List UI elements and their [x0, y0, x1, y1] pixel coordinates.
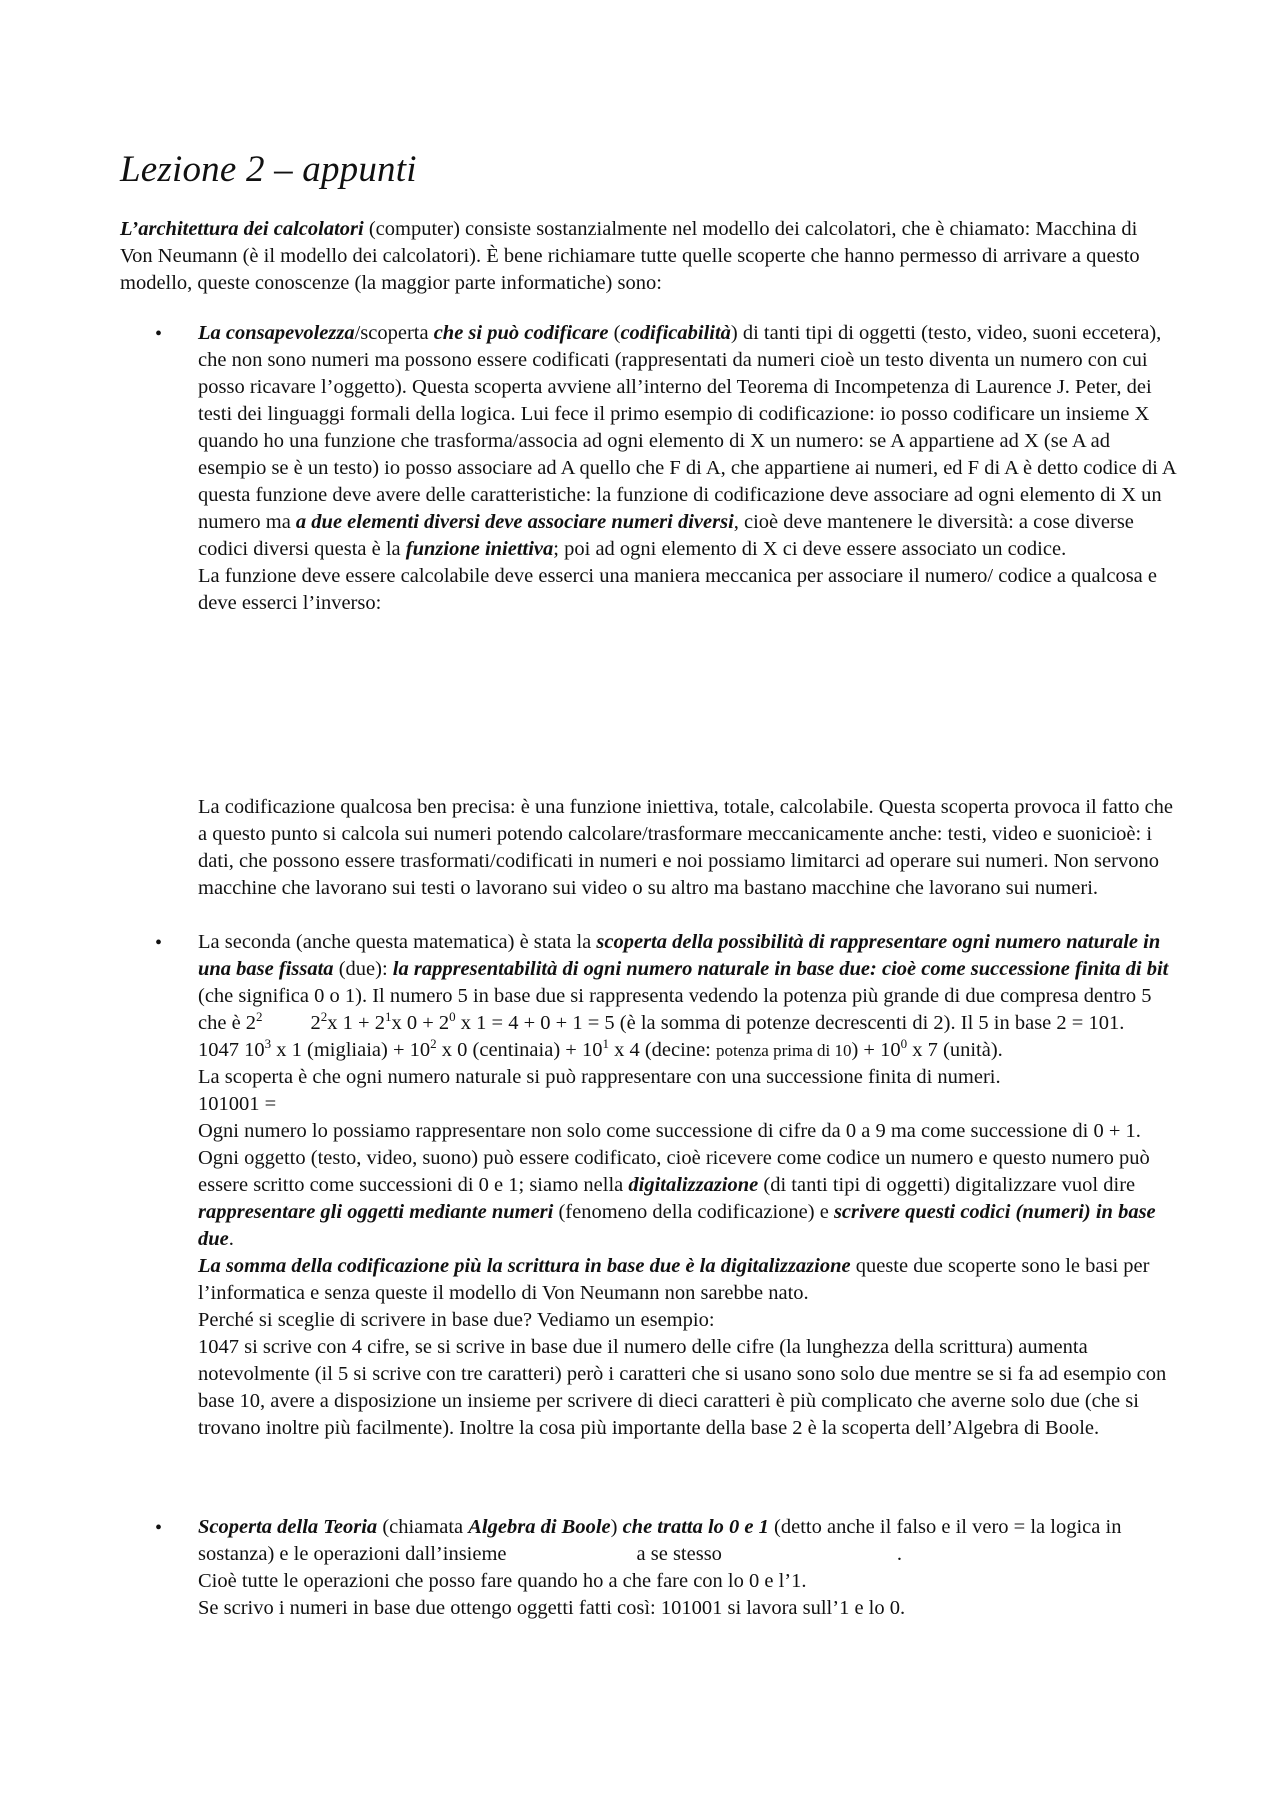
superscript: 2 — [430, 1036, 437, 1052]
text: , cioè deve mantenere le diversità: a cose diverse codici diversi questa è la — [198, 511, 1134, 560]
text: x 0 + 2 — [391, 1012, 450, 1034]
text: . — [896, 1543, 903, 1565]
emphasis: che tratta lo 0 e 1 — [622, 1516, 769, 1538]
text: x 1 + 2 — [327, 1012, 385, 1034]
intro-term: L’architettura dei calcolatori — [120, 218, 364, 240]
bullet-2-paragraph — [198, 929, 1178, 1037]
superscript: 0 — [449, 1009, 456, 1025]
bullet-1-content — [198, 320, 1178, 617]
emphasis: Algebra di Boole — [468, 1516, 611, 1538]
superscript: 1 — [384, 1009, 392, 1025]
emphasis: che si può codificare — [433, 322, 609, 344]
intro-paragraph — [120, 216, 1170, 297]
text: x 7 (unità). — [907, 1039, 1003, 1061]
intro-text: (computer) consiste sostanzialmente nel modello dei calcolatori, che è chiamato: Macchina di Von Neumann (è il modello dei calcolatori). È bene richiamare tutte quelle scoperte che hanno permesso di arrivare a questo modello, queste conoscenze (la maggior parte informatiche) sono: — [120, 218, 1140, 294]
text: /scoperta — [354, 322, 434, 344]
emphasis: funzione iniettiva — [405, 538, 554, 560]
emphasis: scrivere questi codici (numeri) in base due — [198, 1201, 1156, 1250]
bullet-1-marker: • — [155, 323, 163, 345]
text: (che significa 0 o 1). Il numero 5 in base due si rappresenta vedendo la potenza più grande di due compresa dentro 5 che è 2 — [198, 985, 1152, 1034]
bullet-1-paragraph — [198, 320, 1178, 563]
text: ( — [608, 322, 621, 344]
text: Ogni numero lo possiamo rappresentare non solo come successione di cifre da 0 a 9 ma come successione di 0 + 1. Ogni oggetto (testo, video, suono) può essere codificato, cioè ricevere come codice un numero e questo numero può essere scritto come successioni di 0 e 1; siamo nella — [198, 1120, 1150, 1196]
text: x 1 = 4 + 0 + 1 = 5 (è la somma di potenze decrescenti di 2). Il 5 in base 2 = 101. — [455, 1012, 1125, 1034]
text: queste due scoperte sono le basi per l’informatica e senza queste il modello di Von Neumann non sarebbe nato. — [198, 1255, 1150, 1304]
bullet-3-paragraph — [198, 1514, 1178, 1568]
bullet-2-line-1047 — [198, 1037, 1178, 1064]
bullet-3-content — [198, 1514, 1178, 1622]
bullet-2-paragraph-8: 1047 si scrive con 4 cifre, se si scrive in base due il numero delle cifre (la lunghezza della scrittura) aumenta notevolmente (il 5 si scrive con tre caratteri) però i caratteri che si usano sono solo due mentre se si fa ad esempio con base 10, avere a disposizione un insieme per scrivere di dieci caratteri è più complicato che averne solo due (che si trovano inoltre più facilmente). Inoltre la cosa più importante della base 2 è la scoperta dell’Algebra di Boole. — [198, 1336, 1167, 1439]
emphasis: La consapevolezza — [198, 322, 355, 344]
bullet-2-marker: • — [155, 932, 163, 954]
bullet-1-paragraph-2: La funzione deve essere calcolabile deve esserci una maniera meccanica per associare il numero/ codice a qualcosa e deve esserci l’inverso: — [198, 565, 1158, 614]
text: 2 — [310, 1012, 321, 1034]
text: ) + 10 — [851, 1039, 901, 1061]
page-title: Lezione 2 – appunti — [120, 149, 417, 190]
text: ) di tanti tipi di oggetti (testo, video, suoni eccetera), che non sono numeri ma possono essere codificati (rappresentati da numeri cioè un testo diventa un numero con cui posso ricavare l’oggetto). Questa scoperta avviene all’interno del Teorema di Incompetenza di Laurence J. Peter, dei testi dei linguaggi formali della logica. Lui fece il primo esempio di codificazione: io posso codificare un insieme X quando ho una funzione che trasforma/associa ad ogni elemento di X un numero: se A appartiene ad X (se A ad esempio se è un testo) io posso associare ad A quello che F di A, che appartiene ai numeri, ed F di A è detto codice di A questa funzione deve avere delle caratteristiche: la funzione di codificazione deve associare ad ogni elemento di X un numero ma — [198, 322, 1176, 533]
text: (di tanti tipi di oggetti) digitalizzare vuol dire — [758, 1174, 1136, 1196]
text: ) — [610, 1516, 623, 1538]
bullet-2-line-3: La scoperta è che ogni numero naturale si può rappresentare con una successione finita di numeri. — [198, 1066, 1001, 1088]
bullet-3-line-2: Cioè tutte le operazioni che posso fare quando ho a che fare con lo 0 e l’1. — [198, 1570, 807, 1592]
bullet-2-line-7: Perché si sceglie di scrivere in base due? Vediamo un esempio: — [198, 1309, 715, 1331]
emphasis: la rappresentabilità di ogni numero naturale in base due: cioè come successione finita di bit — [392, 958, 1169, 980]
text: La seconda (anche questa matematica) è stata la — [198, 931, 597, 953]
emphasis: Scoperta della Teoria — [198, 1516, 378, 1538]
text: ; poi ad ogni elemento di X ci deve essere associato un codice. — [553, 538, 1067, 560]
superscript: 3 — [264, 1036, 272, 1052]
text: (detto anche il falso e il vero = la logica in sostanza) e le operazioni dall’insieme — [198, 1516, 1122, 1565]
small-text: potenza prima di 10 — [715, 1041, 852, 1060]
bullet-1-paragraph-3: La codificazione qualcosa ben precisa: è una funzione iniettiva, totale, calcolabile. Questa scoperta provoca il fatto che a questo punto si calcola sui numeri potendo calcolare/trasformare meccanicamente anche: testi, video e suonicioè: i dati, che possono essere trasformati/codificati in numeri e noi possiamo limitarci ad operare sui numeri. Non servono macchine che lavorano sui testi o lavorano sui video o su altro ma bastano macchine che lavorano sui numeri. — [198, 796, 1174, 899]
bullet-2-line-4: 101001 = — [198, 1093, 277, 1115]
emphasis: scoperta della possibilità di rappresentare ogni numero naturale in una base fissata — [198, 931, 1161, 980]
bullet-3-marker: • — [155, 1517, 163, 1539]
bullet-2-content — [198, 929, 1178, 1442]
bullet-2-paragraph-6 — [198, 1253, 1178, 1307]
emphasis: rappresentare gli oggetti mediante numeri — [198, 1201, 554, 1223]
text: a se stesso — [636, 1543, 722, 1565]
emphasis: codificabilità — [620, 322, 731, 344]
superscript: 0 — [900, 1036, 908, 1052]
superscript: 1 — [602, 1036, 609, 1052]
text: x 1 (migliaia) + 10 — [271, 1039, 431, 1061]
emphasis: La somma della codificazione più la scrittura in base due è la digitalizzazione — [198, 1255, 851, 1277]
emphasis: a due elementi diversi deve associare numeri diversi — [295, 511, 734, 533]
text: x 0 (centinaia) + 10 — [436, 1039, 603, 1061]
bullet-1-continuation — [198, 794, 1178, 902]
text: (chiamata — [377, 1516, 469, 1538]
bullet-3-line-3: Se scrivo i numeri in base due ottengo oggetti fatti così: 101001 si lavora sull’1 e lo 0. — [198, 1597, 906, 1619]
bullet-2-paragraph-5 — [198, 1118, 1178, 1253]
emphasis: digitalizzazione — [628, 1174, 759, 1196]
text: x 4 (decine: — [608, 1039, 716, 1061]
text: 1047 10 — [198, 1039, 265, 1061]
text: (due): — [333, 958, 393, 980]
text: . — [228, 1228, 234, 1250]
text: (fenomeno della codificazione) e — [553, 1201, 834, 1223]
superscript: 2 — [256, 1009, 263, 1025]
superscript: 2 — [320, 1009, 328, 1025]
